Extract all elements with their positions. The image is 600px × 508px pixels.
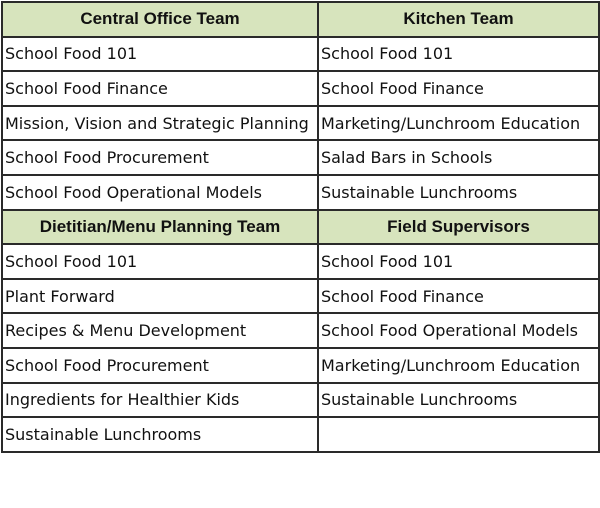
table-row (2, 383, 599, 418)
table-row (2, 348, 599, 383)
table-row (2, 106, 599, 141)
table-cell: School Food Finance (318, 71, 599, 106)
table-row (2, 175, 599, 210)
dietitian-team-header: Dietitian/Menu Planning Team (2, 210, 318, 245)
table-cell: School Food 101 (2, 37, 318, 72)
table-row (2, 279, 599, 314)
table-cell: Marketing/Lunchroom Education (318, 348, 599, 383)
table-cell: School Food Operational Models (318, 313, 599, 348)
table-cell: Sustainable Lunchrooms (318, 383, 599, 418)
header-row (2, 210, 599, 245)
table-row (2, 313, 599, 348)
table-cell: School Food Procurement (2, 140, 318, 175)
training-table (1, 1, 600, 453)
field-supervisors-header: Field Supervisors (318, 210, 599, 245)
table-row (2, 417, 599, 452)
header-row (2, 2, 599, 37)
table-cell: Mission, Vision and Strategic Planning (2, 106, 318, 141)
table-cell: Sustainable Lunchrooms (2, 417, 318, 452)
table-row (2, 140, 599, 175)
table-cell: School Food Procurement (2, 348, 318, 383)
table-cell: School Food 101 (2, 244, 318, 279)
table-cell-empty (318, 417, 599, 452)
table-cell: Recipes & Menu Development (2, 313, 318, 348)
table-cell: School Food Finance (2, 71, 318, 106)
table-cell: School Food 101 (318, 244, 599, 279)
table-cell: School Food 101 (318, 37, 599, 72)
table-cell: Salad Bars in Schools (318, 140, 599, 175)
central-office-team-header: Central Office Team (2, 2, 318, 37)
table-cell: Sustainable Lunchrooms (318, 175, 599, 210)
table-cell: Marketing/Lunchroom Education (318, 106, 599, 141)
table-cell: Plant Forward (2, 279, 318, 314)
table-row (2, 37, 599, 72)
kitchen-team-header: Kitchen Team (318, 2, 599, 37)
table-row (2, 71, 599, 106)
table-cell: School Food Finance (318, 279, 599, 314)
table-cell: School Food Operational Models (2, 175, 318, 210)
table-cell: Ingredients for Healthier Kids (2, 383, 318, 418)
table-row (2, 244, 599, 279)
